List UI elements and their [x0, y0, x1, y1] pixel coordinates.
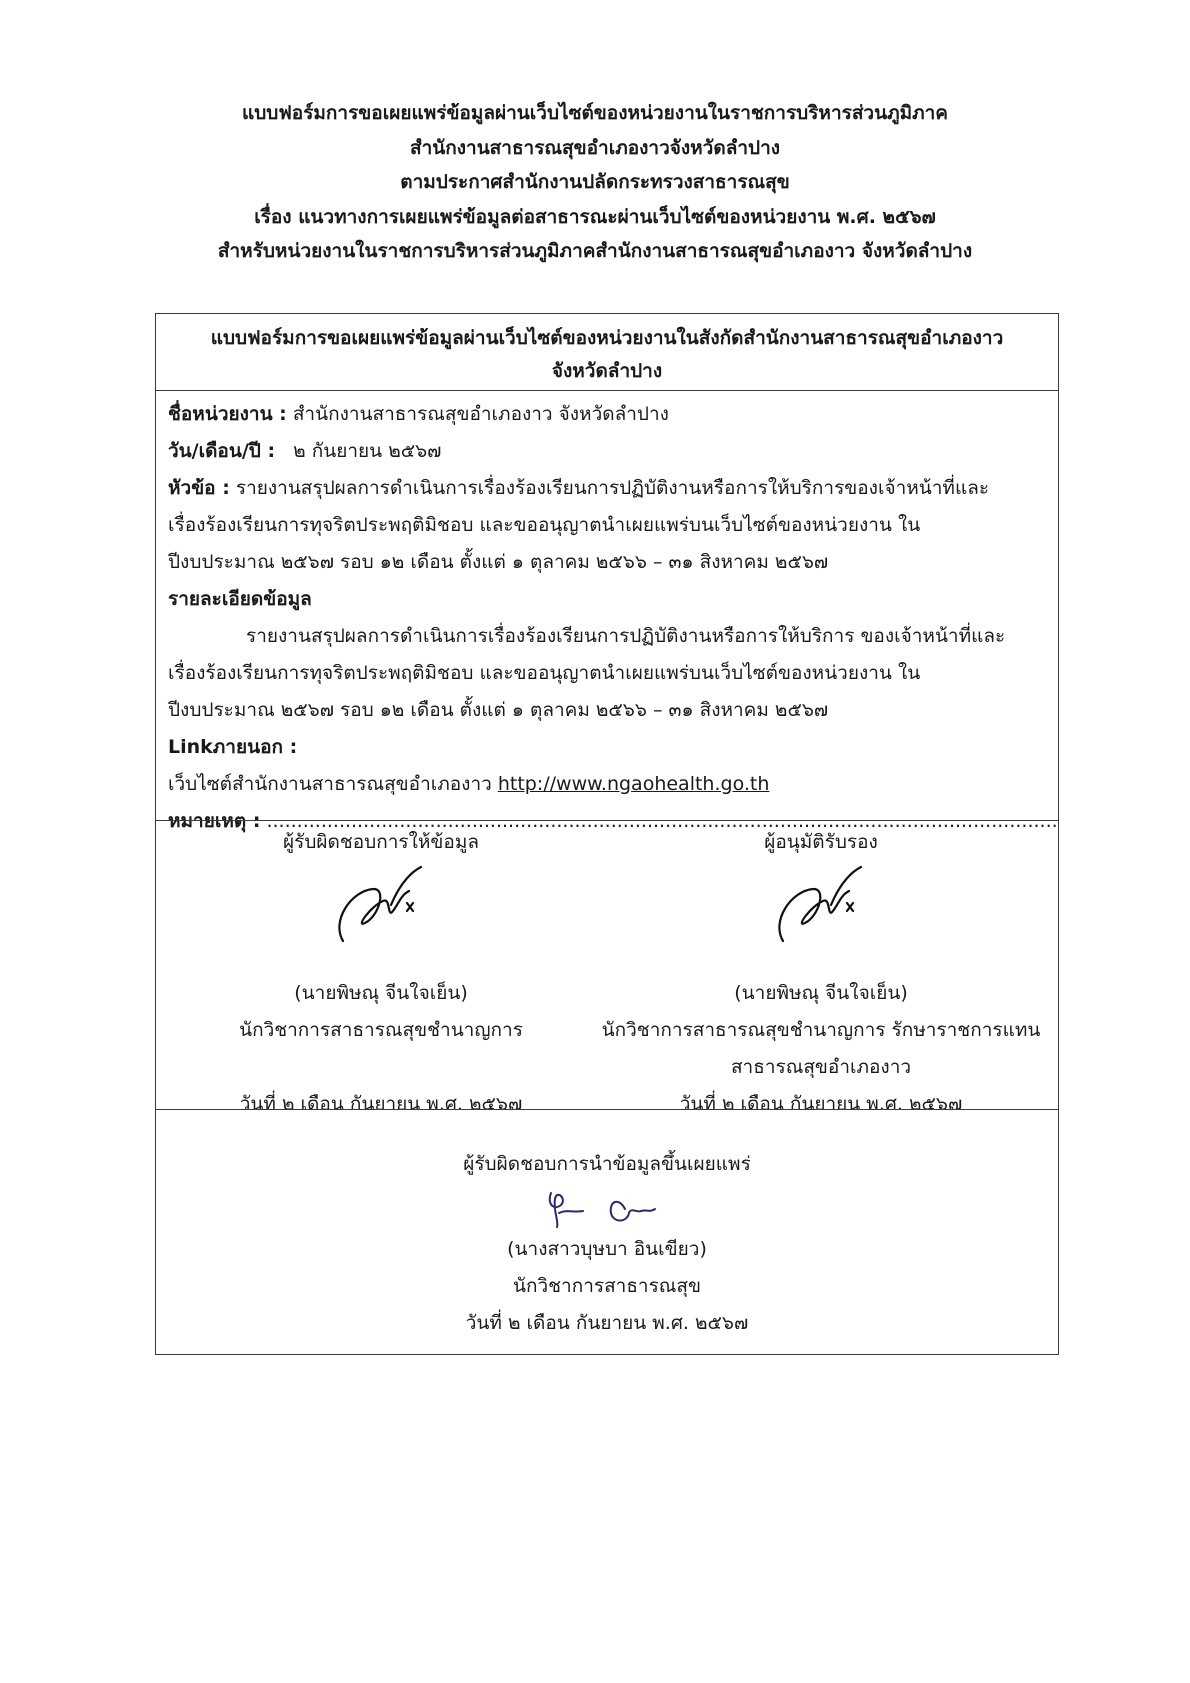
right-position-2: สาธารณสุขอำเภองาว	[730, 1056, 912, 1078]
signature-bottom-image	[537, 1183, 677, 1231]
header-line-3: ตามประกาศสำนักงานปลัดกระทรวงสาธารณสุข	[400, 171, 790, 193]
signature-block-left	[196, 824, 566, 1123]
org-value: สำนักงานสาธารณสุขอำเภองาว จังหวัดลำปาง	[292, 403, 669, 425]
signature-block-right	[586, 824, 1056, 1123]
right-position-1: นักวิชาการสาธารณสุขชำนาญการ รักษาราชการแทน	[601, 1019, 1041, 1041]
divider-title	[156, 390, 1058, 391]
date-row	[168, 433, 1048, 470]
form-title-line-1: แบบฟอร์มการขอเผยแพร่ข้อมูลผ่านเว็บไซต์ของหน่วยงานในสังกัดสำนักงานสาธารณสุขอำเภองาว	[210, 327, 1004, 349]
topic-label: หัวข้อ :	[168, 477, 230, 499]
signature-right-image	[761, 861, 881, 951]
header-line-4: เรื่อง แนวทางการเผยแพร่ข้อมูลต่อสาธารณะผ่านเว็บไซต์ของหน่วยงาน พ.ศ. ๒๕๖๗	[254, 205, 936, 228]
date-value: ๒ กันยายน ๒๕๖๗	[293, 440, 442, 462]
topic-line-1: รายงานสรุปผลการดำเนินการเรื่องร้องเรียนการปฏิบัติงานหรือการให้บริการของเจ้าหน้าที่และ	[235, 477, 990, 499]
right-role: ผู้อนุมัติรับรอง	[764, 831, 878, 853]
detail-line-2: เรื่องร้องเรียนการทุจริตประพฤติมิชอบ และขออนุญาตนำเผยแพร่บนเว็บไซต์ของหน่วยงาน ใน	[168, 662, 921, 684]
header-line-1: แบบฟอร์มการขอเผยแพร่ข้อมูลผ่านเว็บไซต์ของหน่วยงานในราชการบริหารส่วนภูมิภาค	[241, 102, 949, 124]
link-prefix: เว็บไซต์สำนักงานสาธารณสุขอำเภองาว	[168, 773, 492, 795]
bottom-role: ผู้รับผิดชอบการนำข้อมูลขึ้นเผยแพร่	[463, 1153, 751, 1175]
left-date: วันที่ ๒ เดือน กันยายน พ.ศ. ๒๕๖๗	[239, 1093, 523, 1115]
bottom-position: นักวิชาการสาธารณสุข	[512, 1275, 702, 1297]
form-box	[155, 313, 1059, 1355]
left-position: นักวิชาการสาธารณสุขชำนาญการ	[239, 1019, 523, 1041]
detail-label: รายละเอียดข้อมูล	[168, 588, 312, 610]
left-role: ผู้รับผิดชอบการให้ข้อมูล	[283, 831, 479, 853]
remark-dots: ...................................................................................................................................	[266, 810, 1058, 832]
detail-line-3: ปีงบประมาณ ๒๕๖๗ รอบ ๑๒ เดือน ตั้งแต่ ๑ ตุลาคม ๒๕๖๖ – ๓๑ สิงหาคม ๒๕๖๗	[168, 699, 829, 721]
header-line-5: สำหรับหน่วยงานในราชการบริหารส่วนภูมิภาคสำนักงานสาธารณสุขอำเภองาว จังหวัดลำปาง	[217, 240, 973, 262]
link-row	[168, 766, 1048, 803]
date-label: วัน/เดือน/ปี :	[168, 440, 276, 462]
form-title	[156, 322, 1058, 388]
signature-left-image	[321, 861, 441, 951]
form-title-line-2: จังหวัดลำปาง	[551, 360, 663, 382]
right-date: วันที่ ๒ เดือน กันยายน พ.ศ. ๒๕๖๗	[679, 1093, 963, 1115]
divider-info	[156, 820, 1058, 821]
topic-line-2: เรื่องร้องเรียนการทุจริตประพฤติมิชอบ และขออนุญาตนำเผยแพร่บนเว็บไซต์ของหน่วยงาน ใน	[168, 514, 921, 536]
document-header	[0, 96, 1190, 269]
website-link[interactable]: http://www.ngaohealth.go.th	[497, 773, 770, 795]
topic-line-3: ปีงบประมาณ ๒๕๖๗ รอบ ๑๒ เดือน ตั้งแต่ ๑ ตุลาคม ๒๕๖๖ – ๓๑ สิงหาคม ๒๕๖๗	[168, 551, 829, 573]
signature-block-bottom	[156, 1146, 1058, 1342]
left-name: (นายพิษณุ จีนใจเย็น)	[294, 982, 468, 1004]
form-info	[168, 396, 1058, 840]
detail-line-1: รายงานสรุปผลการดำเนินการเรื่องร้องเรียนการปฏิบัติงานหรือการให้บริการ ของเจ้าหน้าที่และ	[246, 625, 1006, 647]
remark-label: หมายเหตุ :	[168, 810, 261, 832]
org-label: ชื่อหน่วยงาน :	[168, 403, 287, 425]
topic-row	[168, 470, 1048, 507]
bottom-name: (นางสาวบุษบา อินเขียว)	[507, 1238, 707, 1260]
right-name: (นายพิษณุ จีนใจเย็น)	[734, 982, 908, 1004]
link-label: Linkภายนอก :	[168, 736, 298, 758]
divider-signatures	[156, 1109, 1058, 1110]
header-line-2: สำนักงานสาธารณสุขอำเภองาวจังหวัดลำปาง	[409, 136, 781, 159]
org-row	[168, 396, 1048, 433]
bottom-date: วันที่ ๒ เดือน กันยายน พ.ศ. ๒๕๖๗	[465, 1312, 749, 1334]
